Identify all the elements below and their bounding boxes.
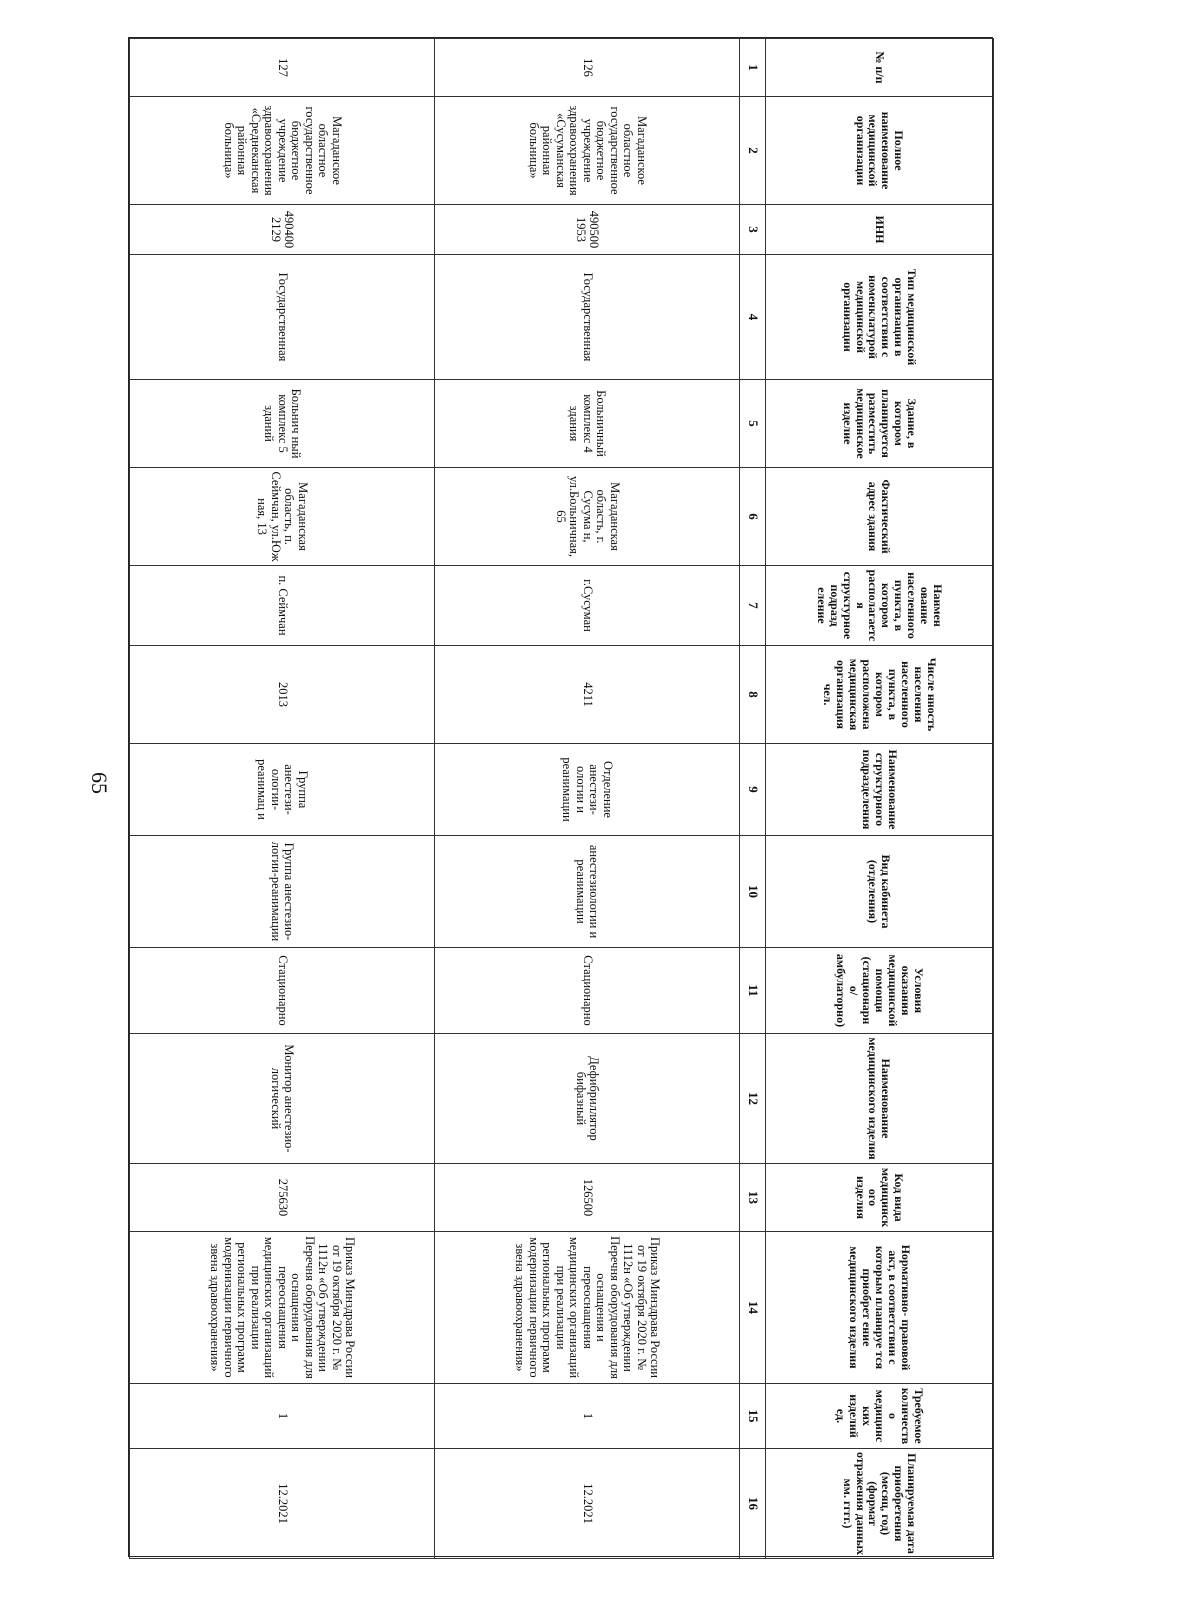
- subdivision-cell: Группа анестези-ологии-реанимац и: [130, 744, 435, 836]
- column-number: 13: [740, 1164, 766, 1232]
- header-cell: ИНН: [766, 205, 994, 255]
- header-cell: Нормативно- правовой акт, в соответствии с которым планируе тся приобрет ение медицинского изделия: [766, 1232, 994, 1384]
- header-cell: Код вида медицинского изделия: [766, 1164, 994, 1232]
- legal-act-cell: Приказ Минздрава России от 19 октября 2020 г. № 1112н «Об утверждении Перечня оборудования для оснащения и переоснащения медицинских организаций при реализации региональных программ модернизации первичного звена здравоохранения»: [435, 1232, 740, 1384]
- column-number: 8: [740, 646, 766, 744]
- cabinet-type-cell: анестезиологии и реанимации: [435, 836, 740, 948]
- header-cell: Числе нность населения населенного пункта, в котором расположена медицинская организация чел.: [766, 646, 994, 744]
- planned-date-cell: 12.2021: [130, 1449, 435, 1559]
- column-number: 15: [740, 1384, 766, 1449]
- table-row: [130, 39, 435, 1559]
- org-type-cell: Государственная: [130, 255, 435, 380]
- column-number: 3: [740, 205, 766, 255]
- care-conditions-cell: Стационарно: [130, 948, 435, 1034]
- cabinet-type-cell: Группа анестезио-логии-реанимации: [130, 836, 435, 948]
- column-number: 1: [740, 39, 766, 97]
- quantity-cell: 1: [435, 1384, 740, 1449]
- building-cell: Больнич ный комплекс 5 зданий: [130, 380, 435, 468]
- inn-cell: 4905001953: [435, 205, 740, 255]
- header-cell: Здание, в котором планируется разместить медицинское изделие: [766, 380, 994, 468]
- header-cell: Фактический адрес здания: [766, 468, 994, 566]
- device-name-cell: Дефибриллятор бифазный: [435, 1034, 740, 1164]
- header-row: [766, 39, 994, 1559]
- column-number: 11: [740, 948, 766, 1034]
- header-cell: № п/п: [766, 39, 994, 97]
- header-cell: Вид кабинета (отделения): [766, 836, 994, 948]
- population-cell: 4211: [435, 646, 740, 744]
- building-cell: Больничный комплекс 4 здания: [435, 380, 740, 468]
- column-number: 10: [740, 836, 766, 948]
- column-number: 7: [740, 566, 766, 646]
- column-number: 16: [740, 1449, 766, 1559]
- column-number: 4: [740, 255, 766, 380]
- column-number: 6: [740, 468, 766, 566]
- care-conditions-cell: Стационарно: [435, 948, 740, 1034]
- planned-date-cell: 12.2021: [435, 1449, 740, 1559]
- device-code-cell: 275630: [130, 1164, 435, 1232]
- org-type-cell: Государственная: [435, 255, 740, 380]
- page-number: 65: [87, 772, 112, 794]
- header-cell: Планируемая дата приобретения (месяц, год) (формат отражения данных мм. гггг.): [766, 1449, 994, 1559]
- org-name-cell: Магаданское областное государственное бюджетное учреждение здравоохранения «Среднеканская районная больница»: [130, 97, 435, 205]
- column-number: 14: [740, 1232, 766, 1384]
- table-row: [435, 39, 740, 1559]
- header-cell: Тип медицинской организации в соответствии с номенклатурой медицинской организации: [766, 255, 994, 380]
- population-cell: 2013: [130, 646, 435, 744]
- locality-cell: г.Сусуман: [435, 566, 740, 646]
- row-number: 126: [435, 39, 740, 97]
- header-cell: Требуемое количество медицинских изделий ед.: [766, 1384, 994, 1449]
- org-name-cell: Магаданское областное государственное бюджетное учреждение здравоохранения «Сусуманская районная больница»: [435, 97, 740, 205]
- header-cell: Наименование структурного подразделения: [766, 744, 994, 836]
- column-number: 12: [740, 1034, 766, 1164]
- address-cell: Магаданская область, г. Сусума н, ул.Больничная, 65: [435, 468, 740, 566]
- subdivision-cell: Отделение анестези-ологии и реанимации: [435, 744, 740, 836]
- header-cell: Полное наименование медицинской организации: [766, 97, 994, 205]
- inn-cell: 4904002129: [130, 205, 435, 255]
- registry-table-frame: [128, 37, 993, 1557]
- column-number-row: [740, 39, 766, 1559]
- quantity-cell: 1: [130, 1384, 435, 1449]
- rotated-sheet: [129, 38, 994, 1558]
- header-cell: Наименование медицинского изделия: [766, 1034, 994, 1164]
- column-number: 9: [740, 744, 766, 836]
- equipment-registry-table: [129, 38, 994, 1559]
- header-cell: Условия оказания медицинской помощи (стационарн о/амбулаторно): [766, 948, 994, 1034]
- column-number: 5: [740, 380, 766, 468]
- legal-act-cell: Приказ Минздрава России от 19 октября 2020 г. № 1112н «Об утверждении Перечня оборудования для оснащения и переоснащения медицинских организаций при реализации региональных программ модернизации первичного звена здравоохранения»: [130, 1232, 435, 1384]
- address-cell: Магаданская область, п. Сеймчан, ул.Юж ная, 13: [130, 468, 435, 566]
- header-cell: Наимен ование населенного пункта, в котором располагается структурное подразд еление: [766, 566, 994, 646]
- device-name-cell: Монитор анестезио-логический: [130, 1034, 435, 1164]
- column-number: 2: [740, 97, 766, 205]
- locality-cell: п. Сеймчан: [130, 566, 435, 646]
- row-number: 127: [130, 39, 435, 97]
- device-code-cell: 126500: [435, 1164, 740, 1232]
